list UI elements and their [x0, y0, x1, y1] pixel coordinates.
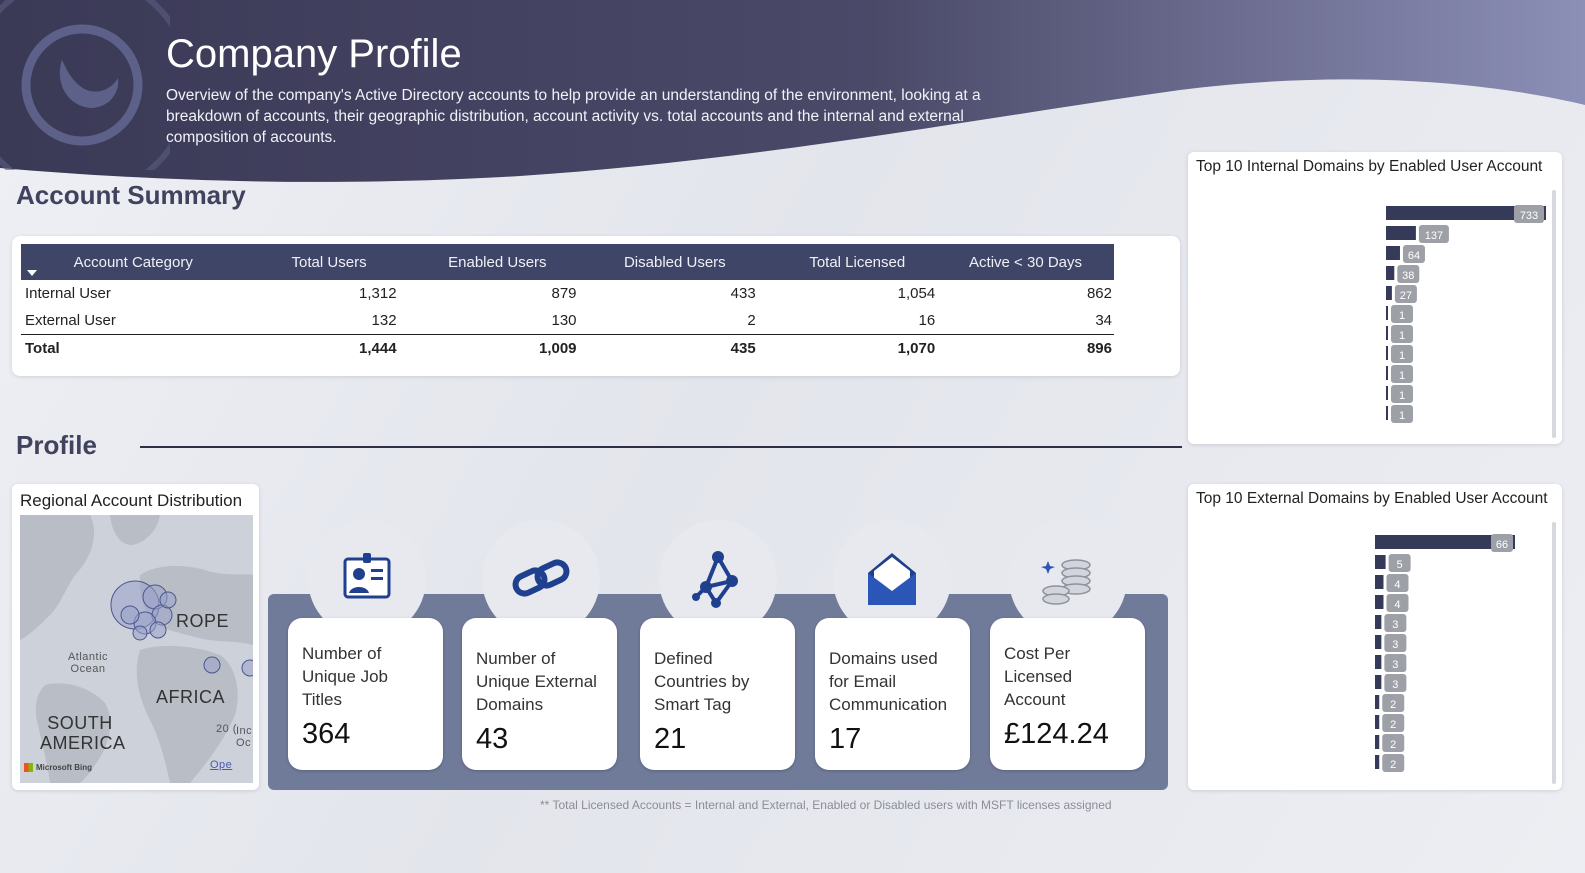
map-label-africa: AFRICA: [156, 687, 226, 707]
kpi-value: £124.24: [1004, 718, 1109, 750]
column-header-total-users[interactable]: Total Users: [245, 244, 398, 280]
domain-bar[interactable]: [1375, 635, 1381, 649]
kpi-value: 43: [476, 723, 509, 755]
cell-active-30-days: 34: [1095, 312, 1112, 329]
domain-bar[interactable]: [1375, 755, 1379, 769]
page-title: Company Profile: [166, 32, 462, 76]
column-header-active-30-days[interactable]: Active < 30 Days: [937, 244, 1114, 280]
kpi-value: 364: [302, 718, 351, 750]
table-row[interactable]: [21, 280, 1114, 307]
data-label: 3: [1392, 619, 1399, 631]
table-header-row: [21, 244, 1114, 280]
cell-total-licensed: 16: [918, 312, 936, 329]
cell-disabled-users: 435: [579, 335, 758, 363]
data-label: 2: [1390, 699, 1397, 711]
map-label-coord: 20 (: [216, 723, 237, 735]
id-card-icon: [337, 549, 397, 609]
kpi-label: Cost Per Licensed Account: [1004, 644, 1073, 709]
map-label-indian-ocean: Inc Oc: [236, 725, 253, 749]
data-label: 66: [1495, 539, 1509, 551]
table-row[interactable]: [21, 307, 1114, 335]
cell-enabled-users: 879: [551, 285, 577, 302]
company-logo-icon: [0, 0, 170, 170]
internal-domains-title: Top 10 Internal Domains by Enabled User Account: [1196, 158, 1543, 175]
data-label: 1: [1398, 370, 1406, 382]
link-icon: [509, 547, 573, 611]
data-label: 137: [1424, 230, 1444, 242]
data-label: 5: [1396, 559, 1403, 571]
domain-bar[interactable]: [1375, 675, 1381, 689]
cell-disabled-users: 2: [747, 312, 756, 329]
domain-bar[interactable]: [1375, 735, 1379, 749]
cell-enabled-users: 130: [551, 312, 577, 329]
domain-bar[interactable]: [1386, 366, 1388, 380]
domain-bar[interactable]: [1375, 555, 1386, 569]
internal-domains-card: [1188, 152, 1562, 444]
data-label: 2: [1390, 759, 1397, 771]
kpi-label: Domains used for Email Communication: [829, 649, 948, 714]
kpi-label: Number of Unique Job Titles: [302, 644, 389, 709]
domain-bar[interactable]: [1386, 286, 1392, 300]
sort-descending-icon[interactable]: [27, 270, 37, 276]
data-label: 1: [1398, 310, 1406, 322]
domain-bar[interactable]: [1375, 695, 1379, 709]
kpi-card-external-domains[interactable]: [462, 618, 617, 770]
regional-distribution-card: [12, 484, 259, 790]
column-header-account-category[interactable]: Account Category: [21, 244, 245, 280]
data-label: 64: [1407, 250, 1421, 262]
internal-domains-scrollbar[interactable]: [1552, 190, 1556, 438]
account-summary-table: [21, 244, 1114, 362]
map-label-south-america: SOUTH AMERICA: [40, 713, 126, 753]
external-domains-card: [1188, 484, 1562, 790]
cell-active-30-days: 862: [1086, 285, 1112, 302]
domain-bar[interactable]: [1375, 595, 1383, 609]
domain-bar[interactable]: [1386, 266, 1394, 280]
data-label: 733: [1519, 210, 1539, 222]
kpi-card-email-domains[interactable]: [815, 618, 970, 770]
data-label: 3: [1392, 639, 1399, 651]
coins-icon: [1036, 547, 1100, 611]
account-summary-title: Account Summary: [16, 180, 246, 210]
domain-bar[interactable]: [1386, 406, 1388, 420]
licensed-footnote: ** Total Licensed Accounts = Internal and External, Enabled or Disabled users with MSFT licenses assigned: [540, 798, 1112, 812]
cell-total-users: 132: [371, 312, 397, 329]
cell-total-licensed: 1,070: [758, 335, 938, 363]
data-label: 1: [1398, 390, 1406, 402]
cell-total-users: 1,444: [245, 335, 398, 363]
kpi-label: Defined Countries by Smart Tag: [654, 649, 750, 714]
domain-bar[interactable]: [1375, 655, 1381, 669]
cell-active-30-days: 896: [937, 335, 1114, 363]
envelope-icon: [862, 547, 922, 611]
cell-enabled-users: 1,009: [399, 335, 579, 363]
map-attribution-link[interactable]: Ope: [210, 759, 233, 771]
data-label: 4: [1394, 579, 1401, 591]
bing-logo: Microsoft Bing: [24, 763, 92, 772]
external-domains-title: Top 10 External Domains by Enabled User Account: [1196, 490, 1548, 507]
kpi-card-job-titles[interactable]: [288, 618, 443, 770]
domain-bar[interactable]: [1386, 246, 1400, 260]
domain-bar[interactable]: [1375, 615, 1381, 629]
data-label: 3: [1392, 679, 1399, 691]
domain-bar[interactable]: [1386, 386, 1388, 400]
domain-bar[interactable]: [1375, 575, 1383, 589]
data-label: 27: [1399, 290, 1413, 302]
domain-bar[interactable]: [1386, 306, 1388, 320]
internal-domains-chart[interactable]: [1188, 152, 1562, 444]
external-domains-scrollbar[interactable]: [1552, 522, 1556, 784]
data-label: 4: [1394, 599, 1401, 611]
cell-category: External User: [25, 312, 116, 329]
map-label-europe: ROPE: [176, 611, 230, 631]
table-total-row: [21, 335, 1114, 363]
column-header-disabled-users[interactable]: Disabled Users: [579, 244, 758, 280]
page-description: Overview of the company's Active Directory accounts to help provide an understanding of the environment, looking at a breakdown of accounts, their geographic distribution, account activity vs. total accounts and the internal and external composition of accounts.: [166, 87, 981, 146]
account-summary-card: [12, 236, 1180, 376]
data-label: 1: [1398, 350, 1406, 362]
region-map[interactable]: [20, 515, 253, 783]
data-label: 2: [1390, 719, 1397, 731]
external-domains-chart[interactable]: [1188, 484, 1562, 790]
map-label-atlantic: Atlantic Ocean: [67, 651, 109, 675]
data-label: 1: [1398, 410, 1406, 422]
kpi-card-cost-per-account[interactable]: [990, 618, 1145, 770]
cell-total-licensed: 1,054: [897, 285, 936, 302]
kpi-value: 21: [654, 723, 687, 755]
cell-category: Internal User: [25, 285, 111, 302]
column-header-enabled-users[interactable]: Enabled Users: [399, 244, 579, 280]
domain-bar[interactable]: [1386, 326, 1388, 340]
network-icon: [686, 547, 750, 611]
kpi-value: 17: [829, 723, 862, 755]
data-label: 38: [1402, 270, 1415, 282]
cell-disabled-users: 433: [730, 285, 756, 302]
cell-total-users: 1,312: [359, 285, 397, 302]
kpi-label: Number of Unique External Domains: [476, 649, 597, 714]
kpi-card-countries[interactable]: [640, 618, 795, 770]
data-label: 2: [1390, 739, 1397, 751]
cell-category: Total: [21, 335, 245, 363]
map-title: Regional Account Distribution: [20, 491, 243, 510]
domain-bar[interactable]: [1375, 715, 1379, 729]
domain-bar[interactable]: [1386, 226, 1416, 240]
microsoft-logo-icon: [24, 763, 33, 772]
profile-title: Profile: [16, 430, 97, 460]
profile-divider: [140, 446, 1182, 448]
data-label: 3: [1392, 659, 1399, 671]
column-header-total-licensed[interactable]: Total Licensed: [758, 244, 938, 280]
domain-bar[interactable]: [1386, 346, 1388, 360]
data-label: 1: [1398, 330, 1406, 342]
